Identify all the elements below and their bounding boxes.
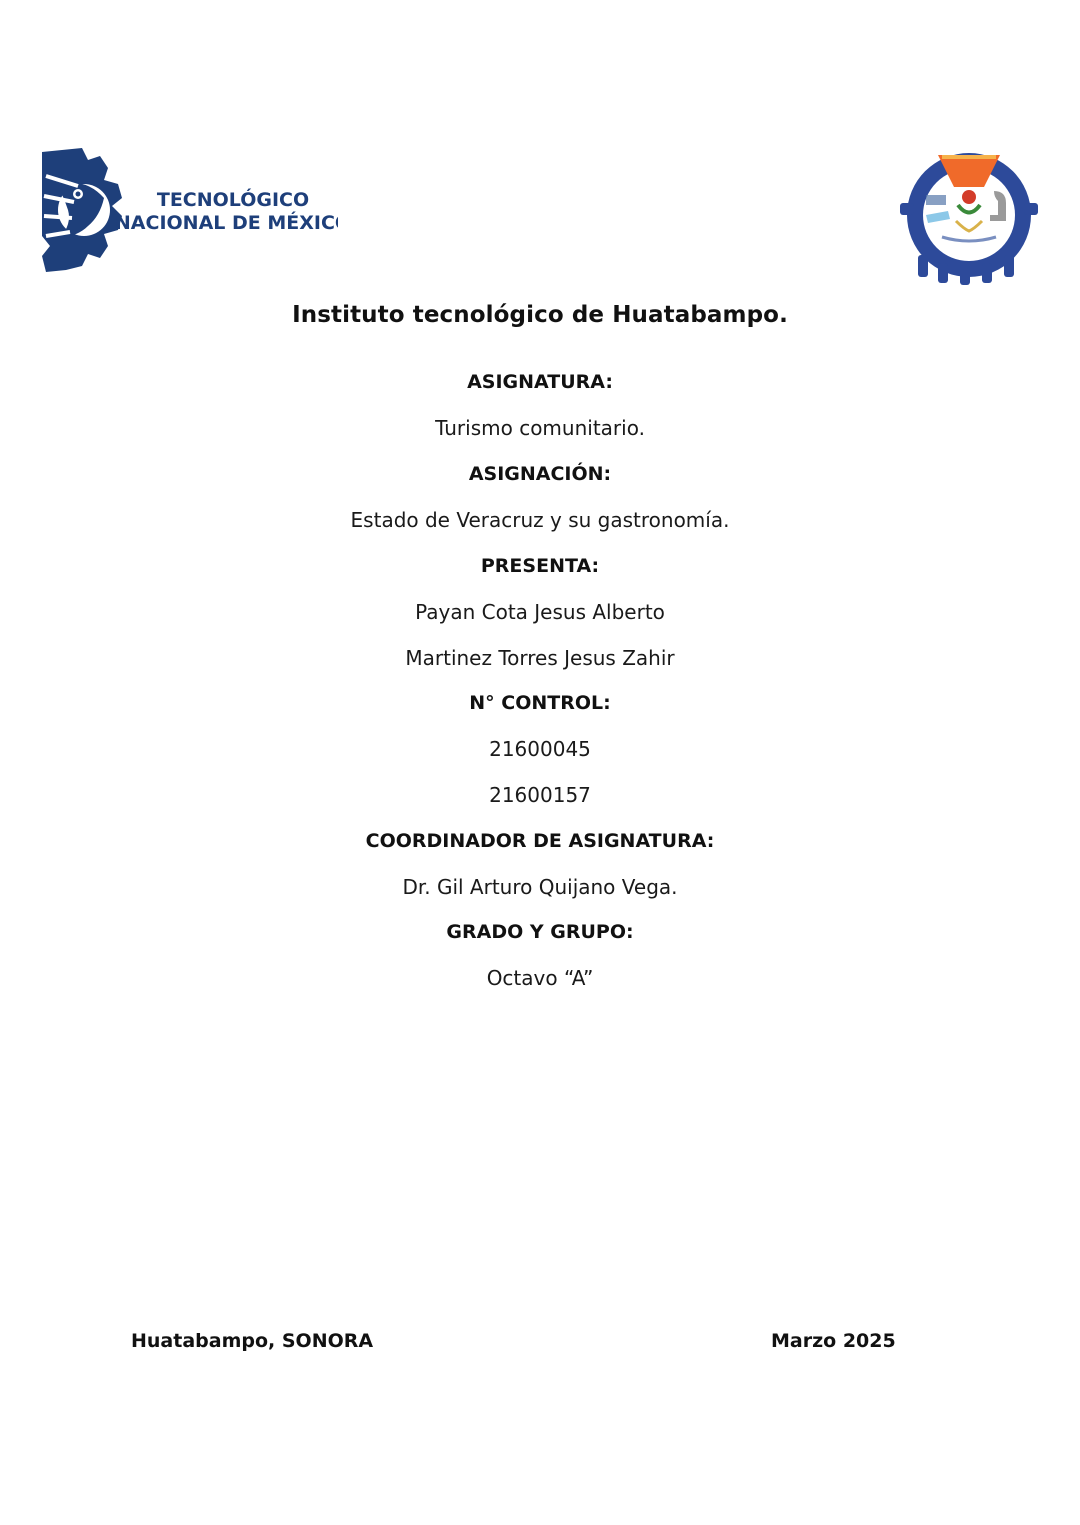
value-control-2: 21600157 <box>489 783 591 807</box>
ith-institute-seal-icon <box>898 145 1040 285</box>
institution-title: Instituto tecnológico de Huatabampo. <box>292 302 788 328</box>
value-presenta-1: Payan Cota Jesus Alberto <box>415 600 665 624</box>
logo-line2: NACIONAL DE MÉXICO <box>114 212 338 234</box>
footer-date: Marzo 2025 <box>771 1330 896 1352</box>
value-asignacion: Estado de Veracruz y su gastronomía. <box>350 508 730 532</box>
ith-seal-logo <box>898 145 1040 285</box>
tecnm-logo <box>38 146 338 274</box>
label-asignatura: ASIGNATURA: <box>467 371 613 393</box>
value-coordinador: Dr. Gil Arturo Quijano Vega. <box>402 875 678 899</box>
value-asignatura: Turismo comunitario. <box>435 416 645 440</box>
value-presenta-2: Martinez Torres Jesus Zahir <box>405 646 675 670</box>
logo-line1: TECNOLÓGICO <box>156 189 310 211</box>
value-grado-grupo: Octavo “A” <box>486 966 594 990</box>
label-coordinador: COORDINADOR DE ASIGNATURA: <box>365 830 715 852</box>
label-no-control: N° CONTROL: <box>469 692 611 714</box>
label-presenta: PRESENTA: <box>480 555 600 577</box>
tecnm-gear-eagle-logo-icon <box>38 146 338 274</box>
value-control-1: 21600045 <box>489 737 591 761</box>
label-asignacion: ASIGNACIÓN: <box>468 463 612 485</box>
label-grado-grupo: GRADO Y GRUPO: <box>446 921 634 943</box>
footer-location: Huatabampo, SONORA <box>131 1330 374 1352</box>
